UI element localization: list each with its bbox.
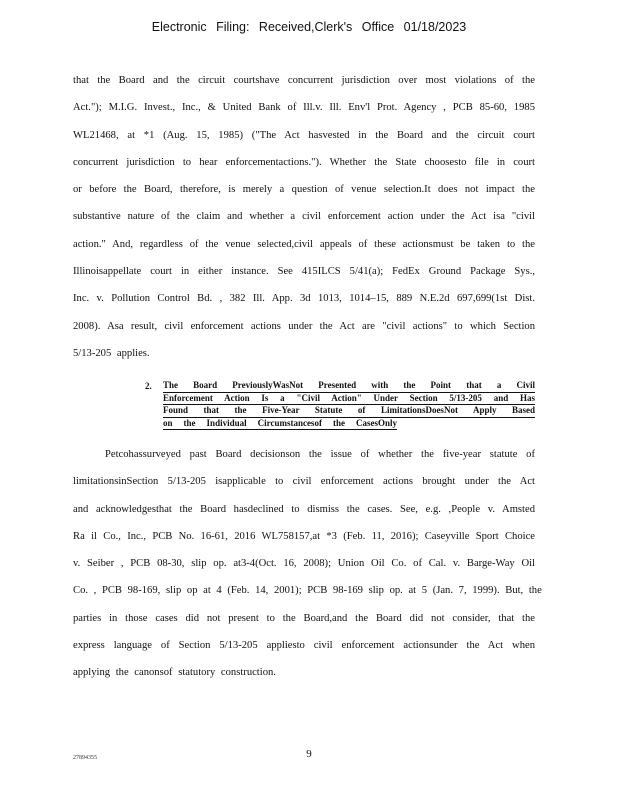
text-line: Illinoisappellate court in either instance. See 415ILCS 5/41(a); FedEx Ground Package Sys., xyxy=(73,266,535,278)
section-number: 2. xyxy=(145,381,152,391)
text-line: Ra il Co., Inc., PCB No. 16-61, 2016 WL758157,at *3 (Feb. 11, 2016); Caseyville Sport Choice xyxy=(73,530,535,542)
heading-line: Found that the Five-Year Statute of LimitationsDoesNot Apply Based xyxy=(163,405,535,418)
text-line: and acknowledgesthat the Board hasdeclined to dismiss the cases. See, e.g. ,People v. Amsted xyxy=(73,503,535,515)
text-line: Inc. v. Pollution Control Bd. , 382 Ill. App. 3d 1013, 1014–15, 889 N.E.2d 697,699(1st Dist. xyxy=(73,293,535,305)
text-line: applying the canonsof statutory construction. xyxy=(73,667,276,679)
text-line: Petcohassurveyed past Board decisionson the issue of whether the five-year statute of xyxy=(105,449,535,460)
text-line: v. Seiber , PCB 08-30, slip op. at3-4(Oct. 16, 2008); Union Oil Co. of Cal. v. Barge-Way Oil xyxy=(73,558,535,570)
text-line: 2008). Asa result, civil enforcement actions under the Act are "civil actions" to which Section xyxy=(73,320,535,332)
heading-line: Enforcement Action Is a "Civil Action" Under Section 5/13-205 and Has xyxy=(163,393,535,406)
text-line: WL21468, at *1 (Aug. 15, 1985) ("The Act hasvested in the Board and the circuit court xyxy=(73,129,535,141)
text-line: that the Board and the circuit courtshave concurrent jurisdiction over most violations of the xyxy=(73,75,535,86)
text-line: action." And, regardless of the venue selected,civil appeals of these actionsmust be taken to the xyxy=(73,238,535,250)
text-line: substantive nature of the claim and whether a civil enforcement action under the Act isa "civil xyxy=(73,211,535,223)
text-line: limitationsinSection 5/13-205 isapplicable to civil enforcement actions brought under the Act xyxy=(73,476,535,488)
text-line: 5/13-205 applies. xyxy=(73,347,150,359)
section-heading-text xyxy=(163,380,535,430)
text-line: express language of Section 5/13-205 appliesto civil enforcement actionsunder the Act when xyxy=(73,640,535,652)
text-line: concurrent jurisdiction to hear enforcementactions."). Whether the State choosesto file in court xyxy=(73,156,535,168)
text-line: Act."); M.I.G. Invest., Inc., & United Bank of Ill.v. Ill. Env'l Prot. Agency , PCB 85-60, 1985 xyxy=(73,102,535,114)
text-line: Co. , PCB 98-169, slip op at 4 (Feb. 14, 2001); PCB 98-169 slip op. at 5 (Jan. 7, 1999). But, the xyxy=(73,585,542,597)
body-paragraph-2 xyxy=(73,441,542,687)
document-id: 27894355 xyxy=(73,755,97,761)
text-line: or before the Board, therefore, is merely a question of venue selection.It does not impact the xyxy=(73,184,535,196)
heading-line: on the Individual Circumstancesof the CasesOnly xyxy=(163,418,397,431)
text-line: parties in those cases did not present to the Board,and the Board did not consider, that the xyxy=(73,612,535,624)
body-paragraph-1 xyxy=(73,67,535,367)
page-number: 9 xyxy=(306,748,312,760)
filing-stamp-header: Electronic Filing: Received,Clerk's Office 01/18/2023 xyxy=(151,20,467,34)
heading-line: The Board PreviouslyWasNot Presented with the Point that a Civil xyxy=(163,380,535,393)
